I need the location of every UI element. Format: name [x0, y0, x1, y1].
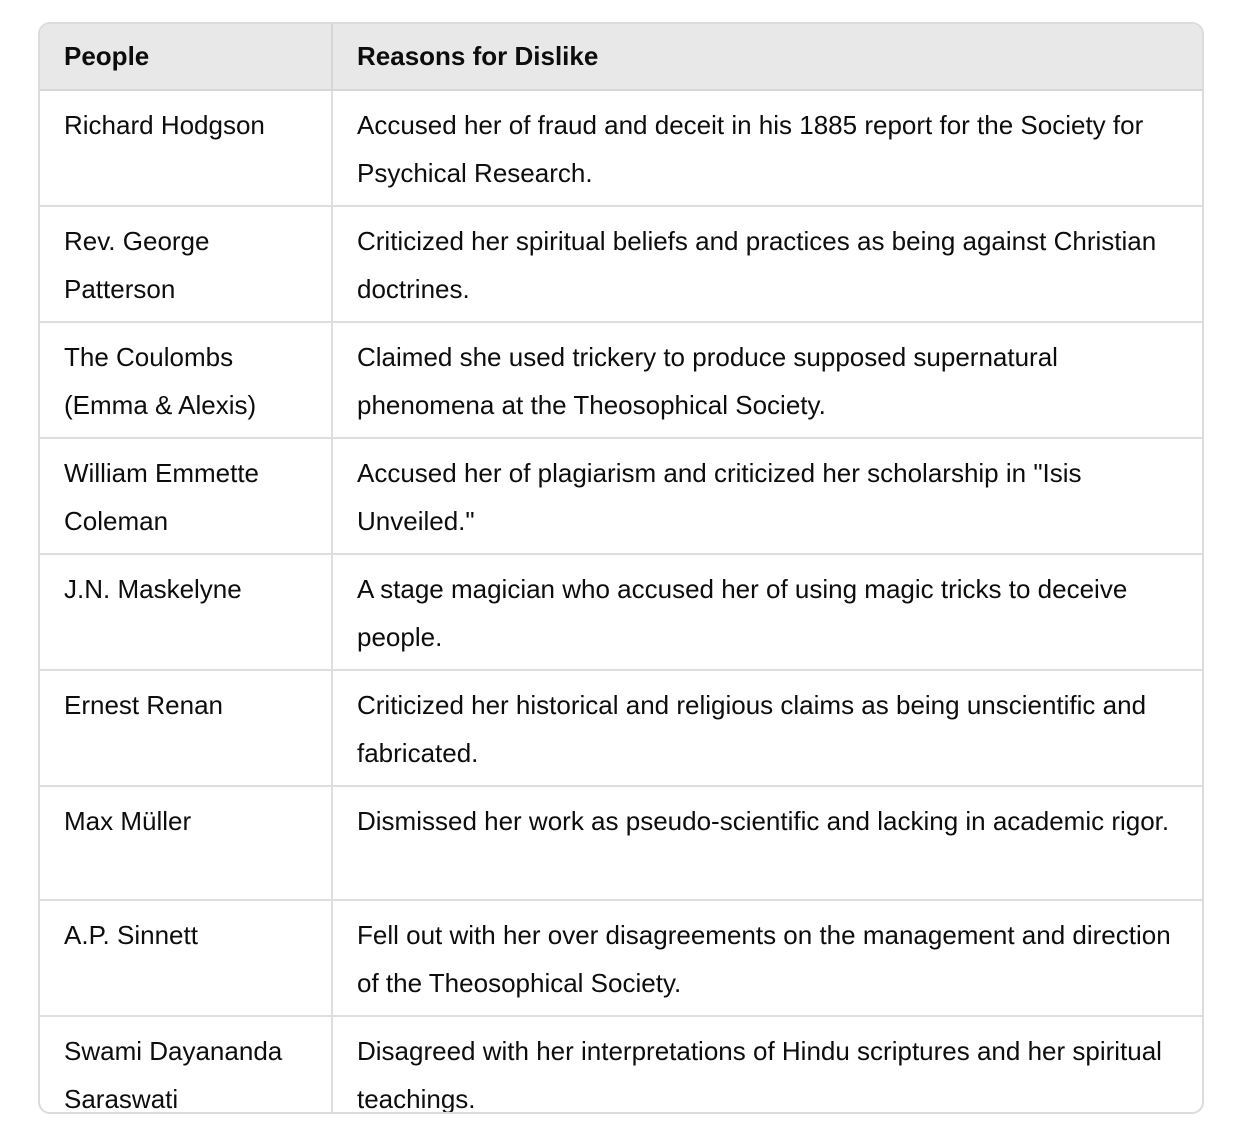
cell-person: Ernest Renan [40, 670, 332, 786]
table-header-row [40, 24, 1202, 90]
cell-person: A.P. Sinnett [40, 900, 332, 1016]
cell-person: The Coulombs (Emma & Alexis) [40, 322, 332, 438]
cell-reason: Criticized her spiritual beliefs and practices as being against Christian doctrines. [332, 206, 1202, 322]
dislike-table-container [38, 22, 1204, 1114]
table-header [40, 24, 1202, 90]
table-row [40, 322, 1202, 438]
cell-reason: Accused her of plagiarism and criticized her scholarship in "Isis Unveiled." [332, 438, 1202, 554]
cell-person: J.N. Maskelyne [40, 554, 332, 670]
cell-reason: Fell out with her over disagreements on the management and direction of the Theosophical Society. [332, 900, 1202, 1016]
cell-reason: Dismissed her work as pseudo-scientific and lacking in academic rigor. [332, 786, 1202, 900]
table-row [40, 554, 1202, 670]
cell-reason: Criticized her historical and religious claims as being unscientific and fabricated. [332, 670, 1202, 786]
table-row [40, 670, 1202, 786]
table-row [40, 786, 1202, 900]
table-row [40, 438, 1202, 554]
header-people: People [40, 24, 332, 90]
table-row [40, 1016, 1202, 1114]
cell-reason: Accused her of fraud and deceit in his 1885 report for the Society for Psychical Research. [357, 110, 1144, 188]
cell-person: Rev. George Patterson [40, 206, 332, 322]
cell-person: Swami Dayananda Saraswati [40, 1016, 332, 1114]
table-row [40, 90, 1202, 206]
table-row [40, 206, 1202, 322]
cell-person: Richard Hodgson [40, 90, 332, 206]
table-body [40, 90, 1202, 1114]
table-row [40, 900, 1202, 1016]
header-reasons: Reasons for Dislike [332, 24, 1202, 90]
cell-reason: Claimed she used trickery to produce supposed supernatural phenomena at the Theosophical Society. [332, 322, 1202, 438]
dislike-table [40, 24, 1202, 1114]
cell-person: Max Müller [40, 786, 332, 900]
cell-reason: Disagreed with her interpretations of Hindu scriptures and her spiritual teachings. [332, 1016, 1202, 1114]
cell-reason: A stage magician who accused her of using magic tricks to deceive people. [332, 554, 1202, 670]
cell-person: William Emmette Coleman [40, 438, 332, 554]
